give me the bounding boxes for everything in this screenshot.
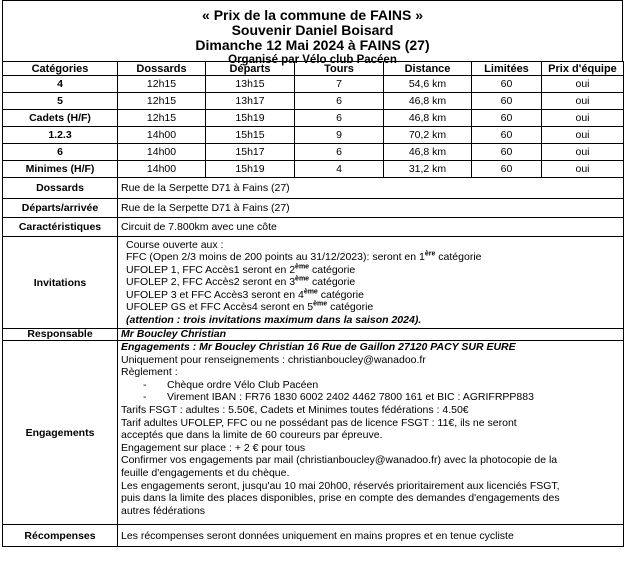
responsable-label: Responsable	[3, 329, 118, 341]
invitations-note: (attention : trois invitations maximum dans la saison 2024).	[126, 313, 422, 326]
departs-value: Rue de la Serpette D71 à Fains (27)	[118, 199, 624, 218]
recompenses-label: Récompenses	[3, 525, 118, 547]
cell-category: Minimes (H/F)	[3, 161, 118, 178]
cell-dossards: 14h00	[118, 127, 206, 144]
invitations-label: Invitations	[3, 237, 118, 329]
dossards-row	[3, 178, 624, 199]
cell-category: Cadets (H/F)	[3, 110, 118, 127]
engagements-reglement: Règlement :	[121, 366, 178, 379]
cell-dossards: 12h15	[118, 110, 206, 127]
engagements-priority-2: puis dans la limite des places disponibles, prise en compte des demandes d'engagements des	[121, 492, 560, 505]
caracteristiques-row	[3, 218, 624, 237]
invitation-line: UFOLEP 3 et FFC Accès3 seront en 4ème catégorie	[126, 288, 364, 301]
cell-departs: 15h19	[206, 161, 295, 178]
cell-category: 4	[3, 76, 118, 93]
cell-tours: 4	[295, 161, 384, 178]
recompenses-value: Les récompenses seront données uniquement en mains propres et en tenue cycliste	[118, 525, 624, 547]
cell-departs: 15h15	[206, 127, 295, 144]
col-header: Distance	[384, 62, 472, 76]
table-row	[3, 161, 624, 178]
cell-distance: 54,6 km	[384, 76, 472, 93]
engagements-confirm-2: feuille d'engagements et du chèque.	[121, 466, 290, 479]
recompenses-row	[3, 525, 624, 547]
col-header: Tours	[295, 62, 384, 76]
cell-tours: 6	[295, 144, 384, 161]
cell-limitees: 60	[472, 127, 542, 144]
cell-dossards: 14h00	[118, 144, 206, 161]
cell-dossards: 12h15	[118, 76, 206, 93]
table-row	[3, 76, 624, 93]
engagements-contact: Uniquement pour renseignements : christianboucley@wanadoo.fr	[121, 353, 426, 366]
engagements-priority-3: autres fédérations	[121, 504, 206, 517]
engagements-sur-place: Engagement sur place : + 2 € pour tous	[121, 441, 306, 454]
cell-limitees: 60	[472, 110, 542, 127]
race-organizer: Organisé par Vélo club Pacéen	[228, 54, 397, 66]
engagements-limit: acceptés que dans la limite de 60 coureurs par épreuve.	[121, 429, 383, 442]
cell-prix: oui	[542, 161, 624, 178]
engagements-cheque: - Chèque ordre Vélo Club Pacéen	[143, 378, 319, 391]
responsable-row	[3, 329, 624, 341]
engagements-address: Engagements : Mr Boucley Christian 16 Rue de Gaillon 27120 PACY SUR EURE	[121, 341, 516, 353]
header	[2, 0, 623, 66]
caracteristiques-value: Circuit de 7.800km avec une côte	[118, 218, 624, 237]
race-sheet	[2, 0, 623, 547]
cell-distance: 46,8 km	[384, 110, 472, 127]
departs-label: Départs/arrivée	[3, 199, 118, 218]
cell-distance: 31,2 km	[384, 161, 472, 178]
cell-tours: 7	[295, 76, 384, 93]
engagements-tarif-ufolep: Tarif adultes UFOLEP, FFC ou ne possédant pas de licence FSGT : 11€, ils ne seront	[121, 416, 517, 429]
engagements-row	[3, 341, 624, 525]
cell-tours: 6	[295, 93, 384, 110]
engagements-priority: Les engagements seront, jusqu'au 10 mai 20h00, réservés prioritairement aux licenciés FSGT,	[121, 479, 560, 492]
cell-prix: oui	[542, 144, 624, 161]
cell-departs: 13h15	[206, 76, 295, 93]
cell-dossards: 14h00	[118, 161, 206, 178]
cell-category: 1.2.3	[3, 127, 118, 144]
cell-tours: 9	[295, 127, 384, 144]
race-subtitle: Souvenir Daniel Boisard	[231, 22, 394, 38]
table-row	[3, 144, 624, 161]
cell-prix: oui	[542, 110, 624, 127]
cell-prix: oui	[542, 76, 624, 93]
cell-departs: 13h17	[206, 93, 295, 110]
invitations-row	[3, 237, 624, 329]
dossards-label: Dossards	[3, 178, 118, 199]
categories-table	[2, 61, 624, 178]
cell-departs: 15h17	[206, 144, 295, 161]
cell-departs: 15h19	[206, 110, 295, 127]
caracteristiques-label: Caractéristiques	[3, 218, 118, 237]
departs-row	[3, 199, 624, 218]
cell-limitees: 60	[472, 161, 542, 178]
cell-category: 6	[3, 144, 118, 161]
col-header: Limitées	[472, 62, 542, 76]
invitation-line: UFOLEP 1, FFC Accès1 seront en 2ème catégorie	[126, 263, 356, 276]
engagements-content	[118, 341, 624, 525]
table-row	[3, 93, 624, 110]
table-row	[3, 127, 624, 144]
invitation-line: UFOLEP 2, FFC Accès2 seront en 3ème catégorie	[126, 275, 356, 289]
responsable-value: Mr Boucley Christian	[118, 329, 624, 341]
col-header: Prix d'équipe	[542, 62, 624, 76]
invitation-line: FFC (Open 2/3 moins de 200 points au 31/12/2023): seront en 1ère catégorie	[126, 250, 482, 264]
dossards-value: Rue de la Serpette D71 à Fains (27)	[118, 178, 624, 199]
cell-prix: oui	[542, 93, 624, 110]
cell-distance: 70,2 km	[384, 127, 472, 144]
engagements-confirm: Confirmer vos engagements par mail (christianboucley@wanadoo.fr) avec la photocopie de la	[121, 454, 558, 467]
cell-limitees: 60	[472, 93, 542, 110]
cell-category: 5	[3, 93, 118, 110]
invitations-intro: Course ouverte aux :	[126, 238, 224, 251]
race-date: Dimanche 12 Mai 2024 à FAINS (27)	[195, 37, 430, 53]
race-title: « Prix de la commune de FAINS »	[202, 7, 423, 23]
invitation-line: UFOLEP GS et FFC Accès4 seront en 5ème catégorie	[126, 300, 374, 314]
cell-limitees: 60	[472, 144, 542, 161]
col-header: Dossards	[118, 62, 206, 76]
cell-tours: 6	[295, 110, 384, 127]
engagements-tarifs-fsgt: Tarifs FSGT : adultes : 5.50€, Cadets et Minimes toutes fédérations : 4.50€	[121, 403, 469, 416]
cell-limitees: 60	[472, 76, 542, 93]
col-header: Départs	[206, 62, 295, 76]
engagements-label: Engagements	[3, 341, 118, 525]
engagements-virement: - Virement IBAN : FR76 1830 6002 2402 4462 7800 161 et BIC : AGRIFRPP883	[143, 391, 534, 404]
info-table	[2, 177, 624, 547]
table-row	[3, 110, 624, 127]
col-header: Catégories	[3, 62, 118, 76]
cell-distance: 46,8 km	[384, 93, 472, 110]
cell-distance: 46,8 km	[384, 144, 472, 161]
cell-dossards: 12h15	[118, 93, 206, 110]
cell-prix: oui	[542, 127, 624, 144]
invitations-content	[118, 237, 624, 329]
